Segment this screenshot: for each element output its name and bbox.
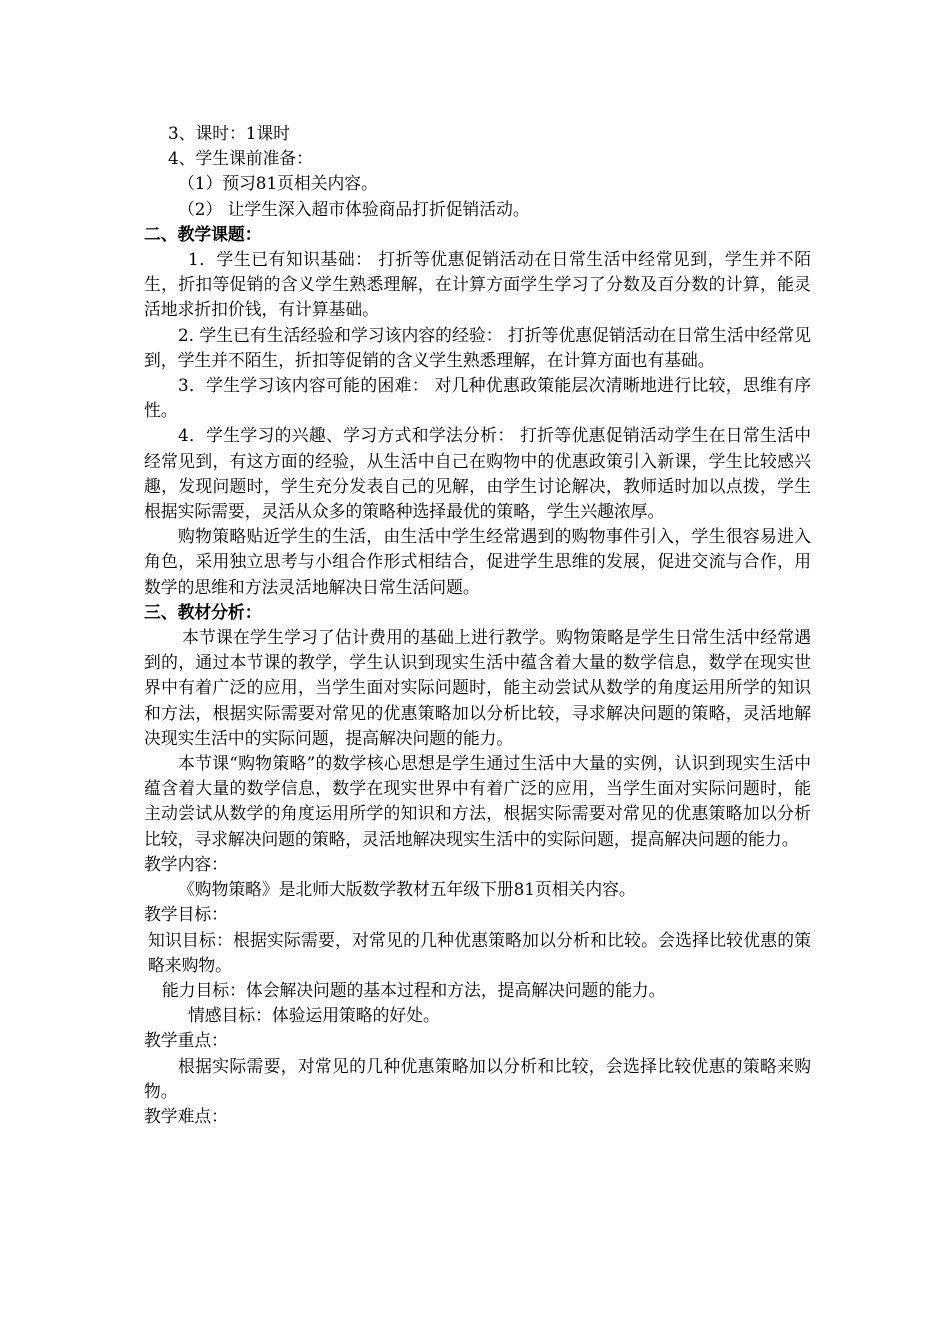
paragraph-shopping-strategy: 购物策略贴近学生的生活，由生活中学生经常遇到的购物事件引入，学生很容易进入角色，采用独立思考与小组合作形式相结合，促进学生思维的发展，促进交流与合作，用数学的思维和方法灵活地解决日常生活问题。 xyxy=(144,526,811,597)
preparation-item-2: （2） 让学生深入超市体验商品打折促销活动。 xyxy=(178,198,530,219)
teaching-content-heading: 教学内容： xyxy=(144,853,228,874)
preparation-item-1: （1）预习81页相关内容。 xyxy=(178,173,378,194)
knowledge-goal: 知识目标：根据实际需要，对常见的几种优惠策略加以分析和比较。会选择比较优惠的策略来购物。 xyxy=(148,929,811,975)
emotion-goal: 情感目标：体验运用策略的好处。 xyxy=(188,1005,440,1026)
paragraph-life-experience: 2. 学生已有生活经验和学习该内容的经验： 打折等优惠促销活动在日常生活中经常见到，学生并不陌生，折扣等促销的含义学生熟悉理解，在计算方面也有基础。 xyxy=(144,324,811,370)
lesson-hours: 3、课时：1课时 xyxy=(168,123,291,143)
section-heading-3: 三、教材分析： xyxy=(144,601,262,622)
paragraph-core-idea: 本节课“购物策略”的数学核心思想是学生通过生活中大量的实例，认识到现实生活中蕴含着大量的数学信息，数学在现实世界中有着广泛的应用，当学生面对实际问题时，能主动尝试从数学的角度运用所学的知识和方法，根据实际需要对常见的优惠策略加以分析比较，寻求解决问题的策略，灵活地解决现实生活中的实际问题，提高解决问题的能力。 xyxy=(144,753,811,849)
document-body xyxy=(144,121,811,1129)
paragraph-interest-analysis: 4．学生学习的兴趣、学习方式和学法分析： 打折等优惠促销活动学生在日常生活中经常见到，有这方面的经验，从生活中自己在购物中的优惠政策引入新课，学生比较感兴趣，发现问题时，学生充分发表自己的见解，由学生讨论解决，教师适时加以点拨，学生根据实际需要，灵活从众多的策略种选择最优的策略，学生兴趣浓厚。 xyxy=(144,425,811,522)
paragraph-material-analysis: 本节课在学生学习了估计费用的基础上进行教学。购物策略是学生日常生活中经常遇到的，通过本节课的教学，学生认识到现实生活中蕴含着大量的数学信息，数学在现实世界中有着广泛的应用，当学生面对实际问题时，能主动尝试从数学的角度运用所学的知识和方法，根据实际需要对常见的优惠策略加以分析比较，寻求解决问题的策略，灵活地解决现实生活中的实际问题，提高解决问题的能力。 xyxy=(144,627,811,748)
ability-goal: 能力目标：体会解决问题的基本过程和方法，提高解决问题的能力。 xyxy=(162,979,666,1000)
paragraph-difficulties: 3．学生学习该内容可能的困难： 对几种优惠政策能层次清晰地进行比较，思维有序性。 xyxy=(144,375,811,421)
teaching-goals-heading: 教学目标： xyxy=(144,904,228,925)
teaching-focus-heading: 教学重点： xyxy=(144,1030,228,1051)
teaching-focus-text: 根据实际需要，对常见的几种优惠策略加以分析和比较，会选择比较优惠的策略来购物。 xyxy=(144,1055,811,1101)
section-heading-2: 二、教学课题： xyxy=(144,223,262,244)
teaching-content-text: 《购物策略》是北师大版数学教材五年级下册81页相关内容。 xyxy=(178,879,636,900)
teaching-difficulty-heading: 教学难点： xyxy=(144,1105,228,1126)
paragraph-knowledge-base: 1．学生已有知识基础： 打折等优惠促销活动在日常生活中经常见到，学生并不陌生，折扣等促销的含义学生熟悉理解，在计算方面学生学习了分数及百分数的计算，能灵活地求折扣价钱，有计算基础。 xyxy=(144,249,811,320)
student-preparation-heading: 4、学生课前准备： xyxy=(168,148,313,169)
